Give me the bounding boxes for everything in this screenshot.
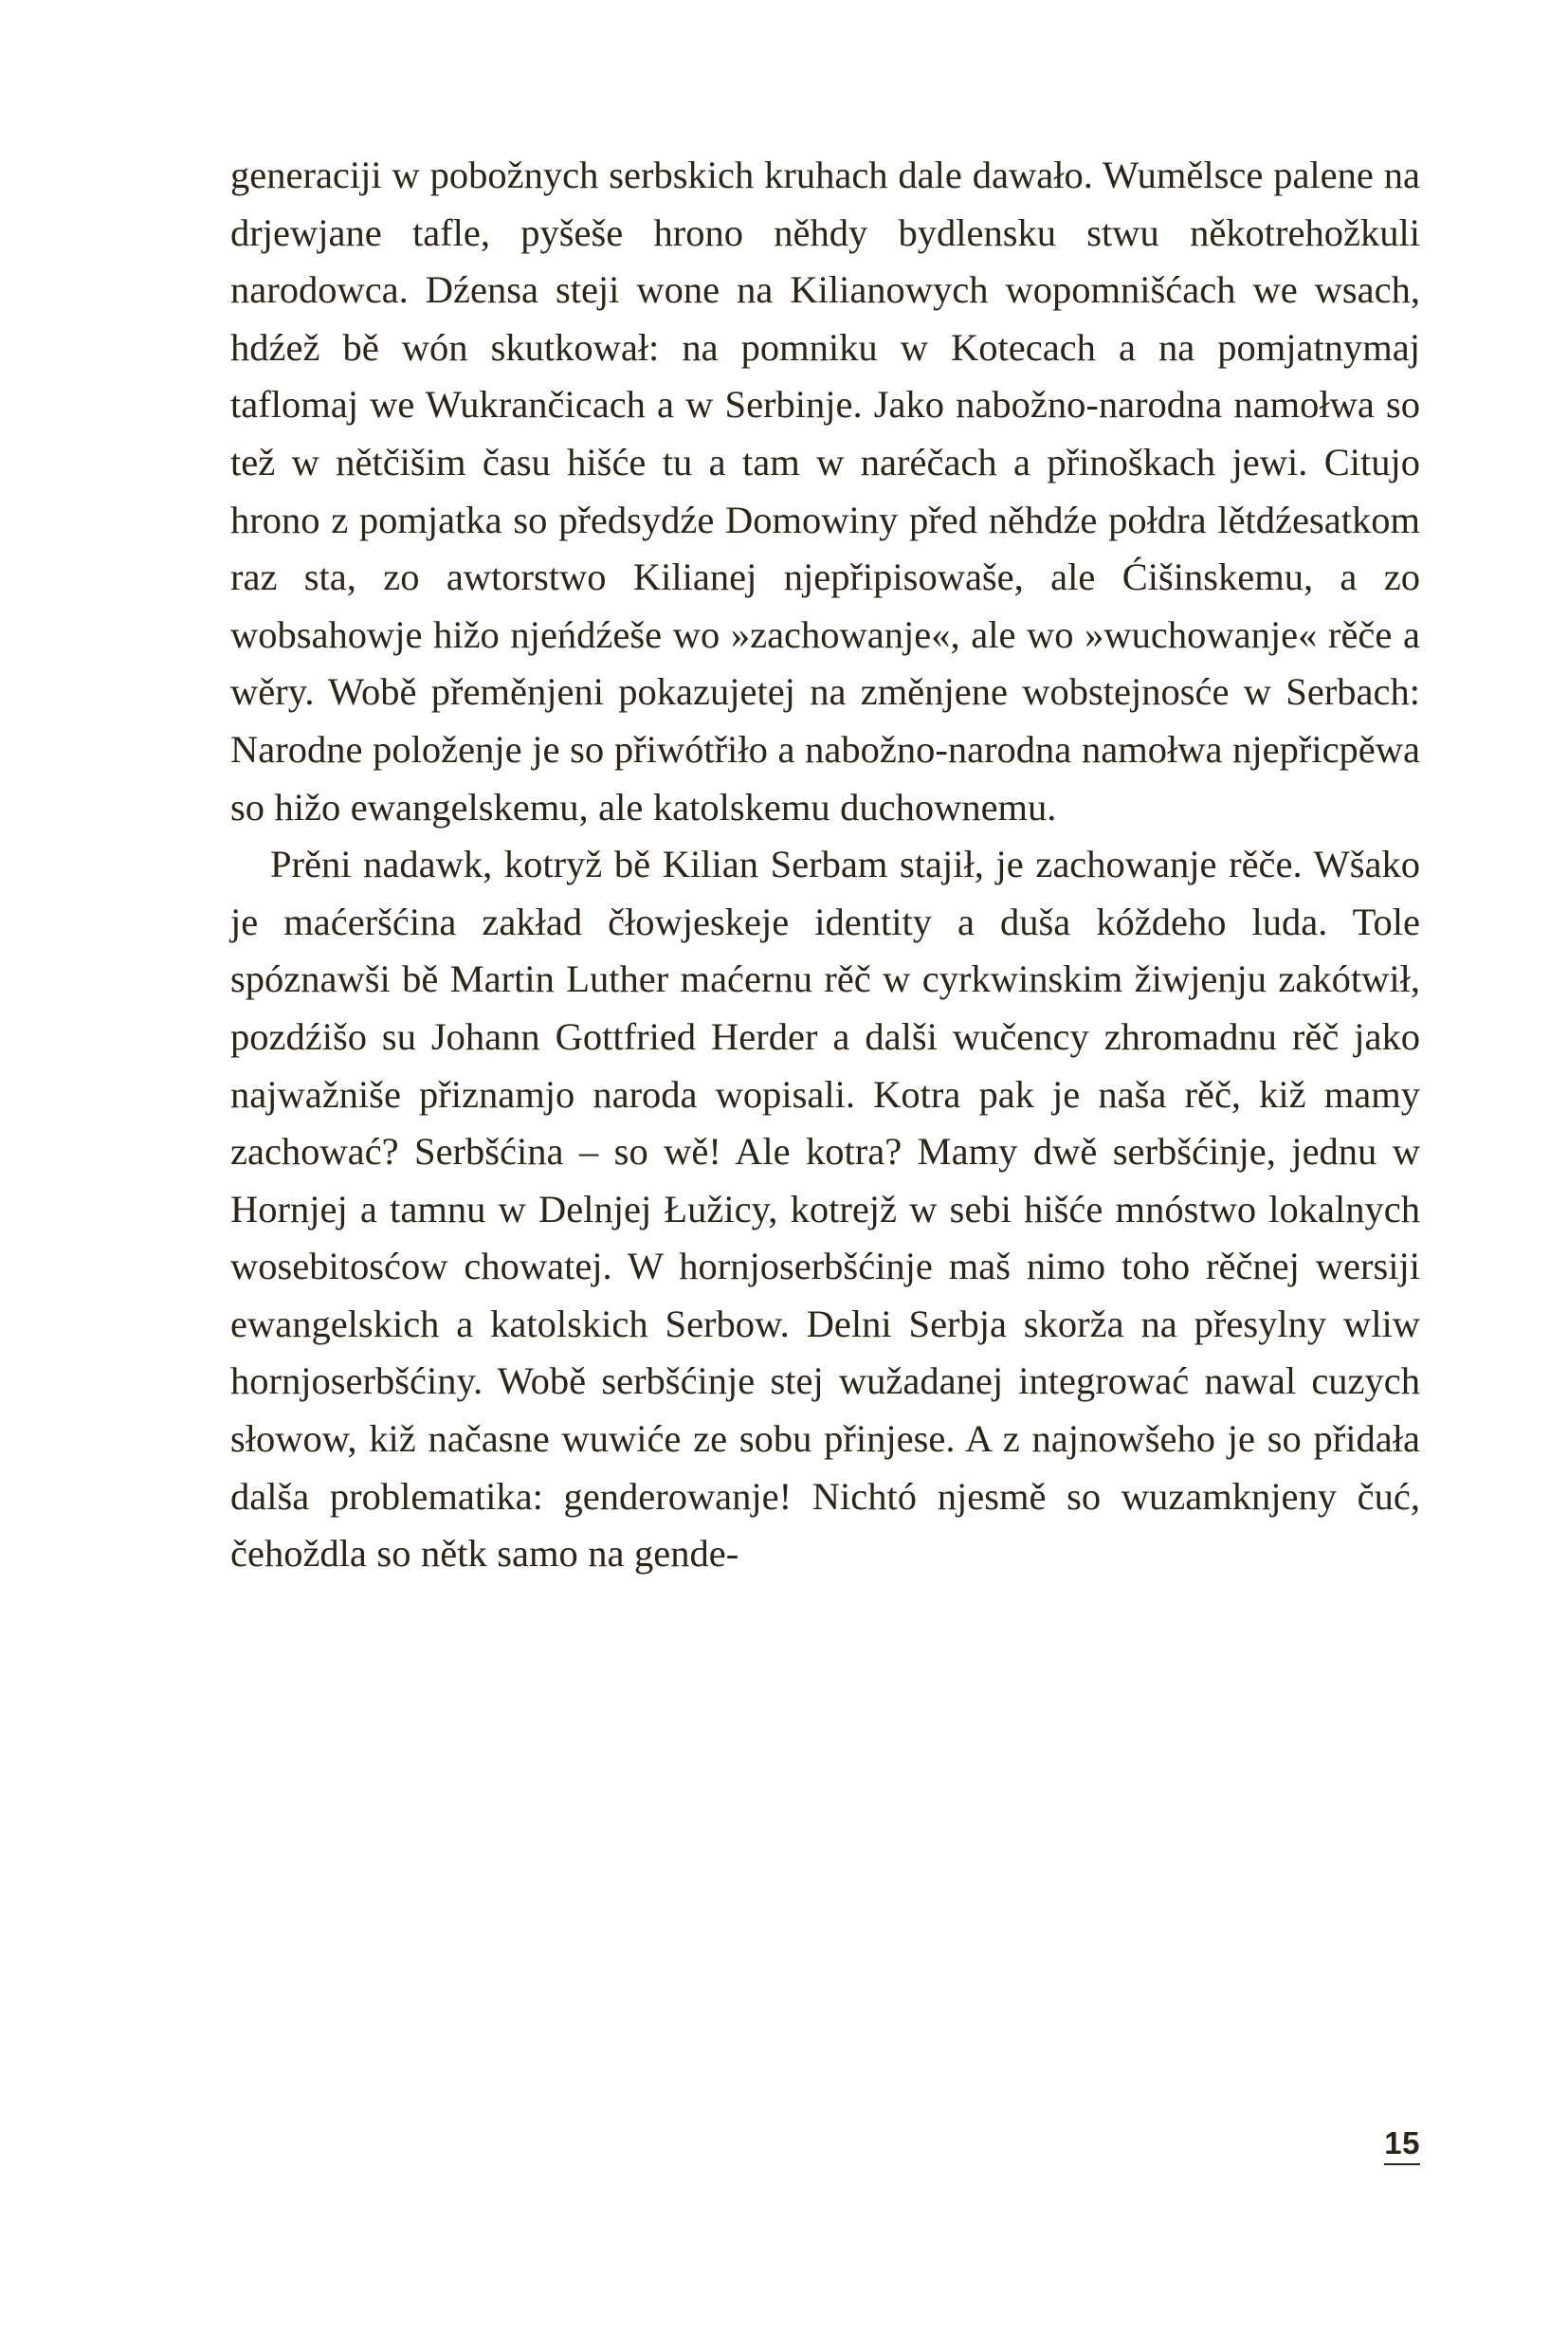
page-number-container [1384,2127,1420,2165]
body-paragraph-1: generaciji w pobožnych serbskich kruhach dale dawało. Wumělsce palene na drjewjane tafle, pyšeše hrono něhdy bydlensku stwu někotrehožkuli narodowca. Dźensa steji wone na Kilianowych wopomnišćach we wsach, hdźež bě wón skutkował: na pomniku w Kotecach a na pomjatnymaj taflomaj we Wukrančicach a w Serbinje. Jako nabožno-narodna namołwa so tež w nětčišim času hišće tu a tam w naréčach a přinoškach jewi. Citujo hrono z pomjatka so předsydźe Domowiny před něhdźe połdra lětdźesatkom raz sta, zo awtorstwo Kilianej njepřipisowaše, ale Ćišinskemu, a zo wobsahowje hižo njeńdźeše wo »zachowanje«, ale wo »wuchowanje« rěče a wěry. Wobě přeměnjeni pokazujetej na změnjene wobstejnosće w Serbach: Narodne položenje je so přiwótřiło a nabožno-narodna namołwa njepřicpěwa so hižo ewangelskemu, ale katolskemu duchownemu. [230,154,1420,829]
page-number: 15 [1384,2127,1420,2165]
body-paragraph-2: Prěni nadawk, kotryž bě Kilian Serbam stajił, je zachowanje rěče. Wšako je maćeršćina zakład čłowjeskeje identity a duša kóždeho luda. Tole spóznawši bě Martin Luther maćernu rěč w cyrkwinskim žiwjenju zakótwił, pozdźišo su Johann Gottfried Herder a dalši wučency zhromadnu rěč jako najwažniše přiznamjo naroda wopisali. Kotra pak je naša rěč, kiž mamy zachować? Serbšćina – so wě! Ale kotra? Mamy dwě serbšćinje, jednu w Hornjej a tamnu w Delnjej Łužicy, kotrejž w sebi hišće mnóstwo lokalnych wosebitosćow chowatej. W hornjoserbšćinje maš nimo toho rěčnej wersiji ewangelskich a katolskich Serbow. Delni Serbja skorža na přesylny wliw hornjoserbšćiny. Wobě serbšćinje stej wužadanej integrować nawal cuzych słowow, kiž načasne wuwiće ze sobu přinjese. A z najnowšeho je so přidała dalša problematika: genderowanje! Nichtó njesmě so wuzamknjeny čuć, čehoždla so nětk samo na gende- [230,843,1420,1576]
page-text-block [230,147,1420,1583]
